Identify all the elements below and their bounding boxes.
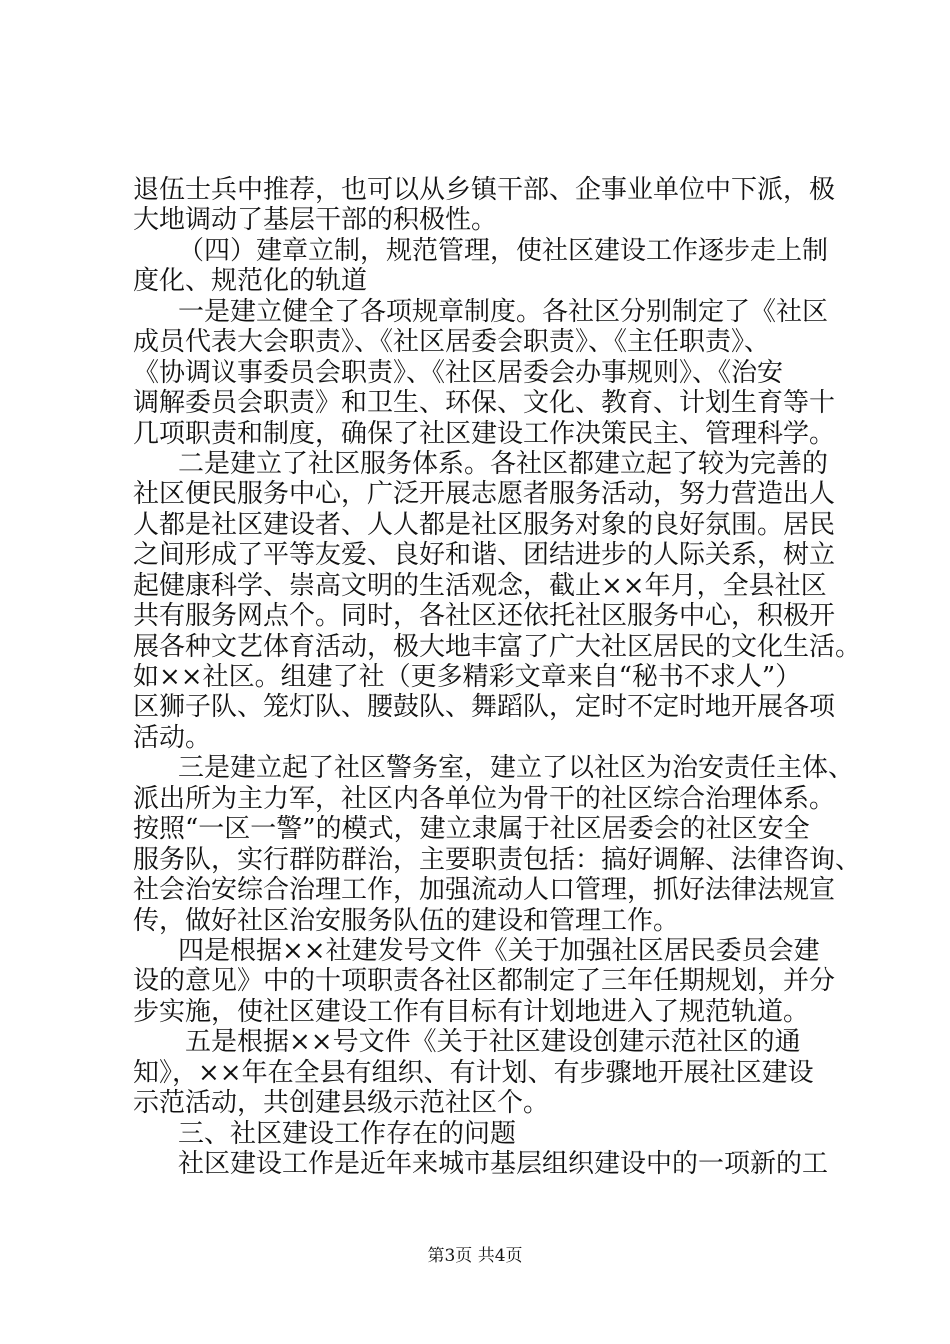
text-line: 服务队，实行群防群治，主要职责包括：搞好调解、法律咨询、 [133,845,862,875]
text-line: 区狮子队、笼灯队、腰鼓队、舞蹈队，定时不定时地开展各项 [133,692,836,722]
text-line: 如××社区。组建了社（更多精彩文章来自“秘书不求人”） [133,662,802,692]
text-line: 《协调议事委员会职责》、《社区居委会办事规则》、《治安 [133,358,784,388]
text-line: 社区便民服务中心，广泛开展志愿者服务活动，努力营造出人 [133,479,836,509]
text-line: 步实施，使社区建设工作有目标有计划地进入了规范轨道。 [133,997,810,1027]
text-line: 成员代表大会职责》、《社区居委会职责》、《主任职责》、 [133,327,771,357]
text-line: 一是建立健全了各项规章制度。各社区分别制定了《社区 [178,297,829,327]
text-line: 四是根据××社建发号文件《关于加强社区居民委员会建 [178,936,820,966]
text-line: 示范活动，共创建县级示范社区个。 [133,1088,550,1118]
text-line: 二是建立了社区服务体系。各社区都建立起了较为完善的 [178,449,829,479]
text-line: 人都是社区建设者、人人都是社区服务对象的良好氛围。居民 [133,510,836,540]
text-line: 几项职责和制度，确保了社区建设工作决策民主、管理科学。 [133,419,836,449]
text-line: 社会治安综合治理工作，加强流动人口管理，抓好法律法规宣 [133,875,836,905]
text-line: 度化、规范化的轨道 [133,266,368,296]
text-line: 共有服务网点个。同时，各社区还依托社区服务中心，积极开 [133,601,836,631]
text-line: 五是根据××号文件《关于社区建设创建示范社区的通 [185,1027,801,1057]
text-line: 设的意见》中的十项职责各社区都制定了三年任期规划，并分 [133,966,836,996]
text-line: 社区建设工作是近年来城市基层组织建设中的一项新的工 [178,1149,829,1179]
text-line: 派出所为主力军，社区内各单位为骨干的社区综合治理体系。 [133,784,836,814]
text-line: 传，做好社区治安服务队伍的建设和管理工作。 [133,906,680,936]
text-line: 活动。 [133,723,212,753]
text-line: 大地调动了基层干部的积极性。 [133,205,498,235]
text-line: 调解委员会职责》和卫生、环保、文化、教育、计划生育等十 [133,388,836,418]
text-line: 三、社区建设工作存在的问题 [178,1119,517,1149]
text-line: 退伍士兵中推荐，也可以从乡镇干部、企事业单位中下派，极 [133,175,836,205]
text-line: 知》，××年在全县有组织、有计划、有步骤地开展社区建设 [133,1058,814,1088]
page-footer: 第3页 共4页 [427,1246,523,1266]
text-line: 之间形成了平等友爱、良好和谐、团结进步的人际关系，树立 [133,540,836,570]
text-line: （四）建章立制，规范管理，使社区建设工作逐步走上制 [178,236,829,266]
text-line: 展各种文艺体育活动，极大地丰富了广大社区居民的文化生活。 [133,632,862,662]
text-line: 按照“一区一警”的模式，建立隶属于社区居委会的社区安全 [133,814,810,844]
text-line: 三是建立起了社区警务室，建立了以社区为治安责任主体、 [178,753,855,783]
text-line: 起健康科学、崇高文明的生活观念，截止××年月，全县社区 [133,571,827,601]
